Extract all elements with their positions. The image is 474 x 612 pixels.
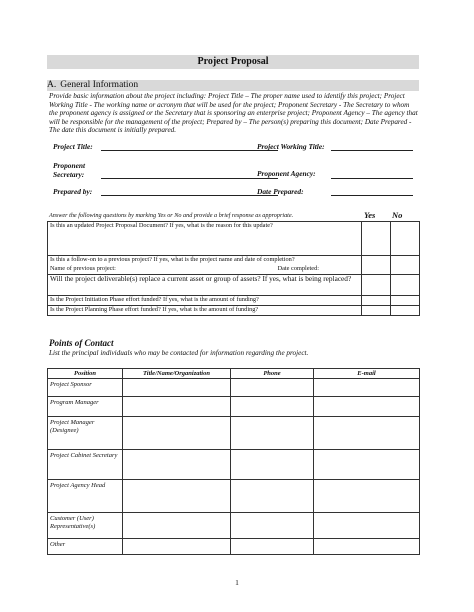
question-row <box>48 296 420 306</box>
proponent-secretary-label-line1: Proponent <box>53 161 86 170</box>
prepared-by-label: Prepared by: <box>53 187 93 196</box>
section-heading <box>47 80 419 91</box>
section-intro: Provide basic information about the project including: Project Title – The proper name used to identify this project; Project Working Title - The working name or acronym that will be used for the project; Proponent Secretary - The Secretary to whom the proponent agency is assigned or the Secretary that is sponsoring an enterprise project; Proponent Agency – The agency that will be responsible for the management of the project; Prepared by – The person(s) preparing this document; Date Prepared - The date this document is initially prepared. <box>49 92 418 135</box>
contacts-table <box>47 368 420 555</box>
position-cell: Other <box>48 539 123 555</box>
points-of-contact-subtitle: List the principal individuals who may be contacted for information regarding the project. <box>49 349 309 357</box>
email-cell[interactable] <box>314 513 420 539</box>
email-cell[interactable] <box>314 539 420 555</box>
project-title-field[interactable] <box>101 150 278 151</box>
phone-cell[interactable] <box>231 397 314 417</box>
yes-checkbox[interactable] <box>362 296 391 306</box>
proponent-secretary-field[interactable] <box>101 178 278 179</box>
proponent-agency-field[interactable] <box>331 178 413 179</box>
email-cell[interactable] <box>314 397 420 417</box>
no-checkbox[interactable] <box>391 296 420 306</box>
name-cell[interactable] <box>123 417 231 450</box>
no-checkbox[interactable] <box>391 306 420 316</box>
column-header: Title/Name/Organization <box>123 369 231 379</box>
contact-row <box>48 397 420 417</box>
questions-instruction: Answer the following questions by marking Yes or No and provide a brief response as appropriate. <box>49 212 294 219</box>
contact-row <box>48 450 420 480</box>
yes-checkbox[interactable] <box>362 306 391 316</box>
contact-row <box>48 480 420 513</box>
section-title: General Information <box>60 80 139 90</box>
question-row <box>48 256 420 266</box>
position-cell: Project Cabinet Secretary <box>48 450 123 480</box>
name-cell[interactable] <box>123 379 231 397</box>
column-header: Phone <box>231 369 314 379</box>
question-row <box>48 275 420 296</box>
date-prepared-label: Date Prepared: <box>257 187 304 196</box>
phone-cell[interactable] <box>231 480 314 513</box>
contact-row <box>48 379 420 397</box>
question-text: Is the Project Planning Phase effort funded? If yes, what is the amount of funding? <box>48 306 362 316</box>
position-cell: Project Sponsor <box>48 379 123 397</box>
contact-row <box>48 539 420 555</box>
no-checkbox[interactable] <box>391 275 420 296</box>
project-working-title-label: Project Working Title: <box>257 142 325 151</box>
phone-cell[interactable] <box>231 539 314 555</box>
question-row <box>48 306 420 316</box>
prepared-by-field[interactable] <box>101 195 278 196</box>
email-cell[interactable] <box>314 480 420 513</box>
question-text: Will the project deliverable(s) replace a current asset or group of assets? If yes, what is being replaced? <box>48 275 362 296</box>
phone-cell[interactable] <box>231 513 314 539</box>
document-title: Project Proposal <box>47 55 419 69</box>
email-cell[interactable] <box>314 417 420 450</box>
name-cell[interactable] <box>123 513 231 539</box>
prev-project-name-label: Name of previous project: <box>50 265 116 272</box>
position-cell: Program Manager <box>48 397 123 417</box>
phone-cell[interactable] <box>231 379 314 397</box>
section-letter: A. <box>47 80 57 90</box>
no-header: No <box>392 210 403 220</box>
yes-checkbox[interactable] <box>362 222 391 256</box>
position-cell: Project Agency Head <box>48 480 123 513</box>
no-checkbox[interactable] <box>391 222 420 256</box>
position-cell: Project Manager (Designee) <box>48 417 123 450</box>
project-title-label: Project Title: <box>53 142 93 151</box>
proponent-secretary-label-line2: Secretary: <box>53 169 85 179</box>
yes-checkbox[interactable] <box>362 275 391 296</box>
project-working-title-field[interactable] <box>331 150 413 151</box>
points-of-contact-heading: Points of Contact <box>49 338 114 348</box>
phone-cell[interactable] <box>231 417 314 450</box>
name-cell[interactable] <box>123 397 231 417</box>
question-text: Is the Project Initiation Phase effort funded? If yes, what is the amount of funding? <box>48 296 362 306</box>
yes-header: Yes <box>364 210 376 220</box>
contact-row <box>48 513 420 539</box>
contacts-header-row <box>48 369 420 379</box>
column-header: Position <box>48 369 123 379</box>
email-cell[interactable] <box>314 379 420 397</box>
column-header: E-mail <box>314 369 420 379</box>
no-checkbox[interactable] <box>391 256 420 275</box>
contact-row <box>48 417 420 450</box>
proponent-secretary-label <box>53 162 85 179</box>
phone-cell[interactable] <box>231 450 314 480</box>
name-cell[interactable] <box>123 480 231 513</box>
yes-checkbox[interactable] <box>362 256 391 275</box>
name-cell[interactable] <box>123 450 231 480</box>
question-row <box>48 222 420 256</box>
name-cell[interactable] <box>123 539 231 555</box>
page-number: 1 <box>235 578 239 587</box>
email-cell[interactable] <box>314 450 420 480</box>
position-cell: Customer (User) Representative(s) <box>48 513 123 539</box>
questions-table <box>47 221 420 316</box>
proponent-agency-label: Proponent Agency: <box>257 169 316 178</box>
question-text: Is this a follow-on to a previous project? If yes, what is the project name and date of completion? <box>48 256 362 266</box>
date-prepared-field[interactable] <box>331 195 413 196</box>
date-completed-label: Date completed: <box>277 265 319 272</box>
question-text: Is this an updated Project Proposal Document? If yes, what is the reason for this update? <box>48 222 362 256</box>
prev-project-split <box>50 265 359 272</box>
